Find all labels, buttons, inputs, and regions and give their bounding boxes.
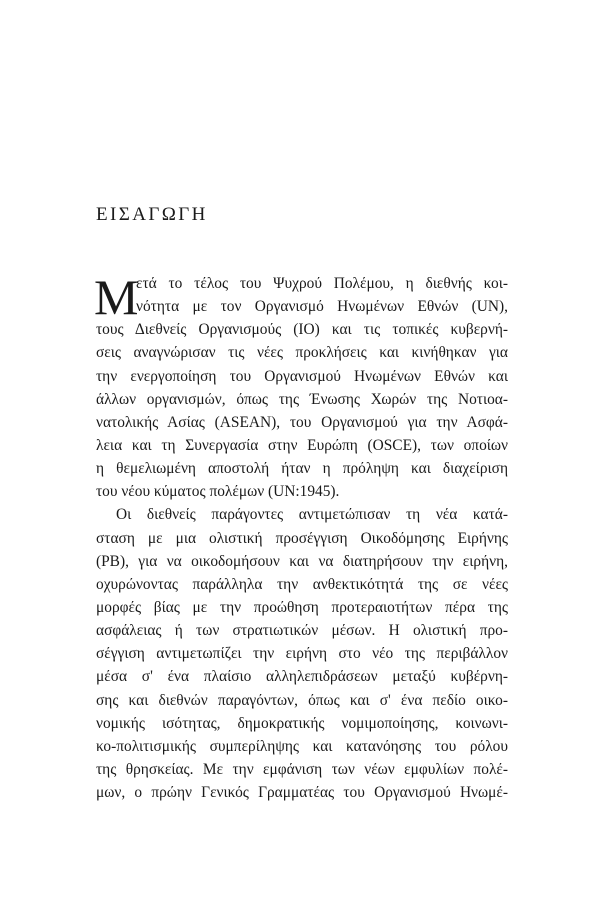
text-line: λεια και τη Συνεργασία στην Ευρώπη (OSCE), των οποίων — [96, 436, 508, 454]
text-line: του νέου κύματος πολέμων (UN:1945). — [96, 483, 340, 501]
text-line: μορφές βίας με την προώθηση προτεραιοτήτων πέρα της — [96, 598, 508, 616]
text-line: νότητα με τον Οργανισμό Ηνωμένων Εθνών (UN), — [136, 298, 508, 316]
paragraph-2 — [96, 503, 508, 804]
text-line: μων, ο πρώην Γενικός Γραμματέας του Οργανισμού Ηνωμέ- — [96, 784, 508, 802]
text-line: νατολικής Ασίας (ASEAN), του Οργανισμού για την Ασφά- — [96, 413, 508, 431]
text-line: οχυρώνοντας παράλληλα την ανθεκτικότητά της σε νέες — [96, 575, 508, 593]
drop-cap: Μ — [94, 269, 139, 325]
paragraph-1 — [94, 269, 508, 503]
text-line: (PB), για να οικοδομήσουν και να διατηρήσουν την ειρήνη, — [96, 552, 508, 570]
text-line: η θεμελιωμένη αποστολή ήταν η πρόληψη και διαχείριση — [96, 460, 508, 478]
text-line: της θρησκείας. Με την εμφάνιση των νέων εμφυλίων πολέ- — [96, 760, 508, 778]
text-line: νομικής ισότητας, δημοκρατικής νομιμοποίησης, κοινωνι- — [96, 714, 508, 732]
text-line: μέσα σ' ένα πλαίσιο αλληλεπιδράσεων μεταξύ κυβέρνη- — [96, 668, 508, 686]
text-line: σης και διεθνών παραγόντων, όπως και σ' ένα πεδίο οικο- — [96, 691, 508, 709]
text-line: σεις αναγνώρισαν τις νέες προκλήσεις και κινήθηκαν για — [96, 344, 508, 362]
text-line: άλλων οργανισμών, όπως της Ένωσης Χωρών της Νοτιοα- — [96, 390, 508, 408]
text-line: σταση με μια ολιστική προσέγγιση Οικοδόμησης Ειρήνης — [96, 529, 508, 547]
text-line: ετά το τέλος του Ψυχρού Πολέμου, η διεθνής κοι- — [136, 275, 508, 292]
chapter-title: ΕΙΣΑΓΩΓΗ — [96, 204, 208, 225]
body-text — [94, 269, 508, 804]
text-line: ασφάλειας ή των στρατιωτικών μέσων. Η ολιστική προ- — [96, 622, 508, 640]
text-line: την ενεργοποίηση του Οργανισμού Ηνωμένων Εθνών και — [96, 367, 508, 385]
text-line: κο-πολιτισμικής συμπερίληψης και κατανόησης του ρόλου — [96, 737, 508, 755]
text-line: σέγγιση αντιμετωπίζει την ειρήνη στο νέο της περιβάλλον — [96, 645, 508, 663]
text-line: τους Διεθνείς Οργανισμούς (IO) και τις τοπικές κυβερνή- — [96, 321, 508, 339]
text-line: Οι διεθνείς παράγοντες αντιμετώπισαν τη νέα κατά- — [116, 506, 508, 524]
